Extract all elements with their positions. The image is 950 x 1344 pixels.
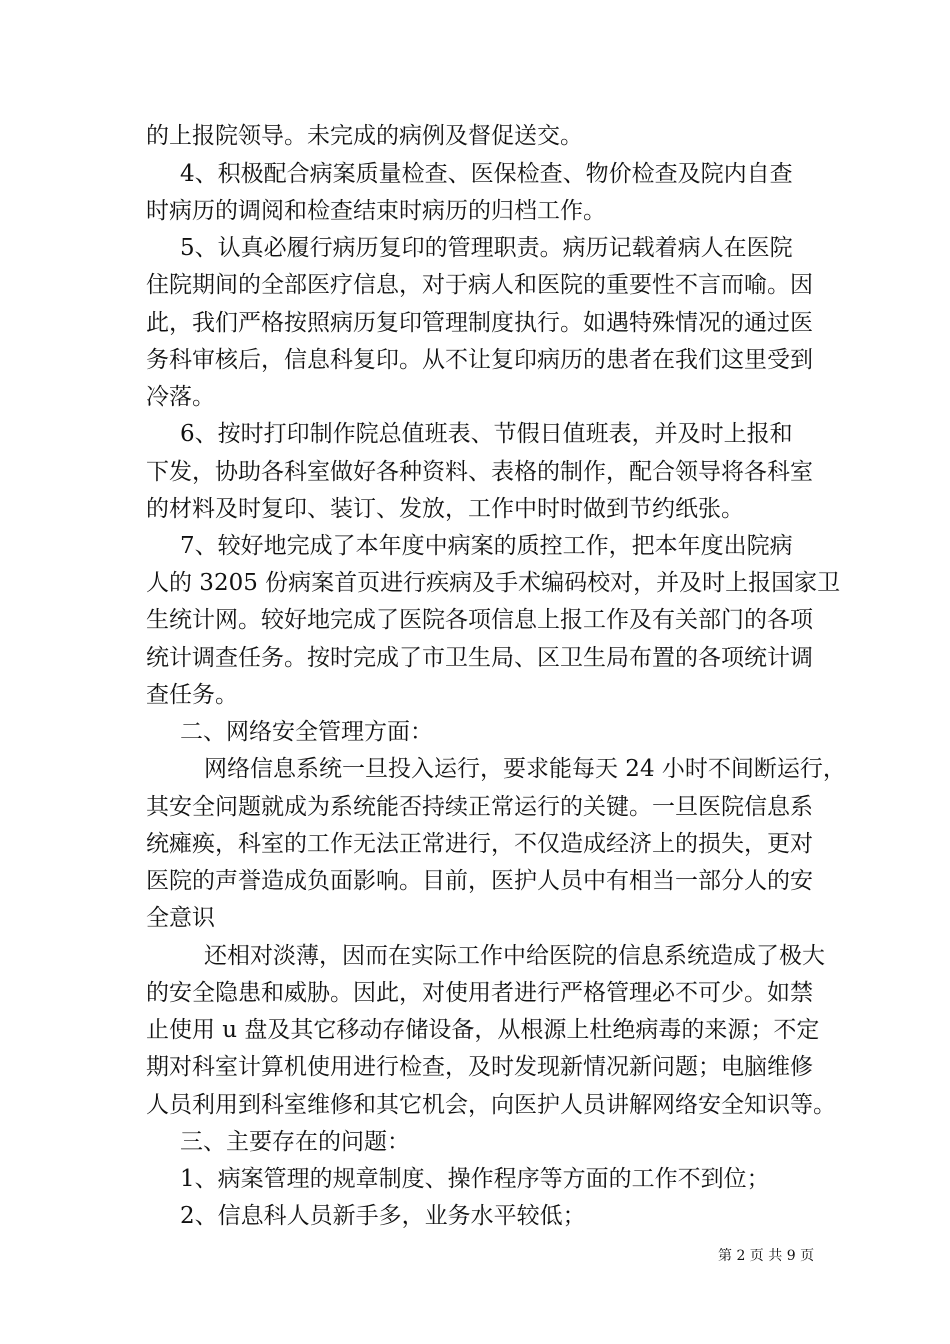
section-heading: 二、网络安全管理方面： (180, 719, 433, 745)
text-line: 下发，协助各科室做好各种资料、表格的制作，配合领导将各科室 (146, 459, 813, 485)
text-line: 全意识 (146, 905, 215, 931)
text-line: 统瘫痪，科室的工作无法正常进行，不仅造成经济上的损失，更对 (146, 831, 813, 857)
text-line: 5、认真必履行病历复印的管理职责。病历记载着病人在医院 (180, 235, 793, 261)
text-line: 人员利用到科室维修和其它机会，向医护人员讲解网络安全知识等。 (146, 1092, 836, 1118)
text-line: 统计调查任务。按时完成了市卫生局、区卫生局布置的各项统计调 (146, 645, 813, 671)
text-line: 人的 3205 份病案首页进行疾病及手术编码校对，并及时上报国家卫 (146, 570, 841, 596)
text-line: 的上报院领导。未完成的病例及督促送交。 (146, 123, 583, 149)
text-line: 此，我们严格按照病历复印管理制度执行。如遇特殊情况的通过医 (146, 310, 813, 336)
text-line: 止使用 u 盘及其它移动存储设备，从根源上杜绝病毒的来源；不定 (146, 1017, 820, 1043)
text-line: 生统计网。较好地完成了医院各项信息上报工作及有关部门的各项 (146, 607, 813, 633)
page-number-footer: 第 2 页 共 9 页 (718, 1248, 815, 1264)
section-heading: 三、主要存在的问题： (180, 1129, 410, 1155)
text-line: 时病历的调阅和检查结束时病历的归档工作。 (146, 198, 606, 224)
text-line: 查任务。 (146, 682, 238, 708)
text-line: 4、积极配合病案质量检查、医保检查、物价检查及院内自查 (180, 161, 793, 187)
text-line: 的安全隐患和威胁。因此，对使用者进行严格管理必不可少。如禁 (146, 980, 813, 1006)
text-line: 还相对淡薄，因而在实际工作中给医院的信息系统造成了极大 (204, 943, 825, 969)
text-line: 网络信息系统一旦投入运行，要求能每天 24 小时不间断运行， (204, 756, 846, 782)
text-line: 7、较好地完成了本年度中病案的质控工作，把本年度出院病 (180, 533, 793, 559)
text-line: 医院的声誉造成负面影响。目前，医护人员中有相当一部分人的安 (146, 868, 813, 894)
text-line: 期对科室计算机使用进行检查，及时发现新情况新问题；电脑维修 (146, 1054, 813, 1080)
text-line: 务科审核后，信息科复印。从不让复印病历的患者在我们这里受到 (146, 347, 813, 373)
text-line: 其安全问题就成为系统能否持续正常运行的关键。一旦医院信息系 (146, 794, 813, 820)
text-line: 的材料及时复印、装订、发放，工作中时时做到节约纸张。 (146, 496, 744, 522)
text-line: 2、信息科人员新手多，业务水平较低； (180, 1203, 586, 1229)
text-line: 住院期间的全部医疗信息，对于病人和医院的重要性不言而喻。因 (146, 272, 813, 298)
text-line: 1、病案管理的规章制度、操作程序等方面的工作不到位； (180, 1166, 770, 1192)
text-line: 冷落。 (146, 384, 215, 410)
text-line: 6、按时打印制作院总值班表、节假日值班表，并及时上报和 (180, 421, 793, 447)
